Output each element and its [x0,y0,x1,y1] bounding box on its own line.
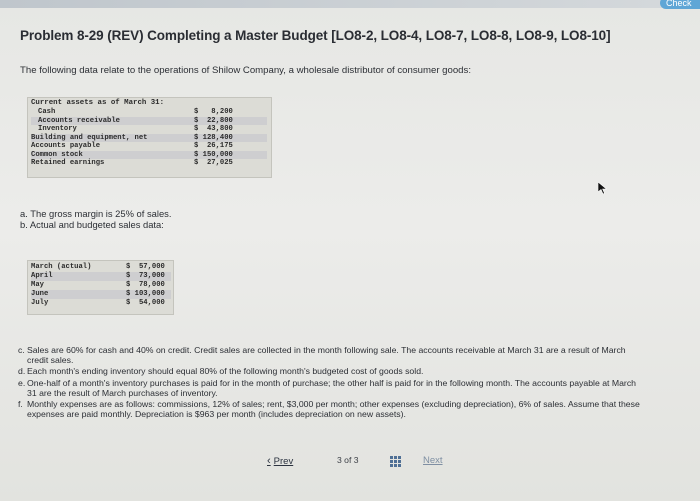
asset-row [31,159,267,168]
sales-month: July [31,299,49,307]
note-item [18,345,648,365]
chevron-left-icon: ‹ [267,455,271,467]
sales-amount: $ 103,000 [126,290,165,298]
prev-label: Prev [273,456,294,467]
gross-margin-text: a. The gross margin is 25% of sales. [20,208,172,219]
sales-month: March (actual) [31,263,92,271]
note-item [18,399,648,419]
top-bar [0,0,700,8]
prev-button[interactable] [267,455,293,467]
note-text: Monthly expenses are as follows: commissions, 12% of sales; rent, $3,000 per month; other expenses (excluding depreciation), 6% of sales. Assume that these expenses are paid monthly. Depreciation is $963 per month (includes depreciation on new assets). [27,399,640,420]
asset-label: Retained earnings [31,159,105,167]
pagination [267,455,467,469]
sales-row [31,281,171,290]
sales-data-text: b. Actual and budgeted sales data: [20,219,164,230]
sales-amount: $ 54,000 [126,299,165,307]
asset-label: Inventory [38,125,77,133]
current-assets-table [27,97,272,178]
asset-value: $ 43,800 [194,125,233,133]
assets-heading: Current assets as of March 31: [31,99,165,107]
sales-amount: $ 78,000 [126,281,165,289]
asset-value: $ 8,200 [194,108,233,116]
page-indicator: 3 of 3 [337,455,359,465]
sales-amount: $ 73,000 [126,272,165,280]
note-item [18,366,648,376]
page-title: Problem 8-29 (REV) Completing a Master Budget [LO8-2, LO8-4, LO8-7, LO8-8, LO8-9, LO8-10] [20,28,611,43]
asset-row [31,117,267,126]
asset-value: $ 128,400 [194,133,233,142]
note-text: Each month's ending inventory should equal 80% of the following month's budgeted cost of goods sold. [27,366,424,377]
asset-row [31,125,267,134]
asset-label: Common stock [31,150,83,159]
sales-row [31,299,171,308]
sales-row [31,290,171,299]
mouse-cursor-icon [598,182,607,194]
asset-row [31,151,267,160]
asset-row [31,108,267,117]
sales-amount: $ 57,000 [126,263,165,271]
note-text: Sales are 60% for cash and 40% on credit. Credit sales are collected in the month following sale. The accounts receivable at March 31 are a result of March credit sales. [27,345,626,366]
note-text: One-half of a month's inventory purchases is paid for in the month of purchase; the other half is paid for in the following month. The accounts payable at March 31 are the result of March purchases of inventory. [27,377,636,398]
asset-value: $ 26,175 [194,142,233,150]
sales-table [27,260,174,315]
sales-month: April [31,272,53,280]
sales-row [31,272,171,281]
note-letter: e. [18,377,26,388]
asset-row [31,142,267,151]
asset-value: $ 27,025 [194,159,233,167]
note-letter: c. [18,345,25,355]
next-button[interactable]: Next [423,455,443,466]
asset-value: $ 22,800 [194,116,233,125]
sales-month: May [31,281,44,289]
sales-month: June [31,290,49,298]
notes-list [18,345,648,420]
sales-row [31,263,171,272]
asset-label: Accounts receivable [38,116,120,125]
note-letter: d. [18,366,26,377]
asset-label: Building and equipment, net [31,133,148,142]
asset-row [31,134,267,143]
asset-label: Accounts payable [31,142,101,150]
check-button[interactable]: Check [660,0,700,9]
note-letter: f. [18,399,23,410]
asset-value: $ 150,000 [194,150,233,159]
intro-text: The following data relate to the operations of Shilow Company, a wholesale distributor of consumer goods: [20,65,471,76]
asset-label: Cash [38,108,56,116]
grid-icon[interactable] [390,456,401,467]
note-item [18,378,648,398]
